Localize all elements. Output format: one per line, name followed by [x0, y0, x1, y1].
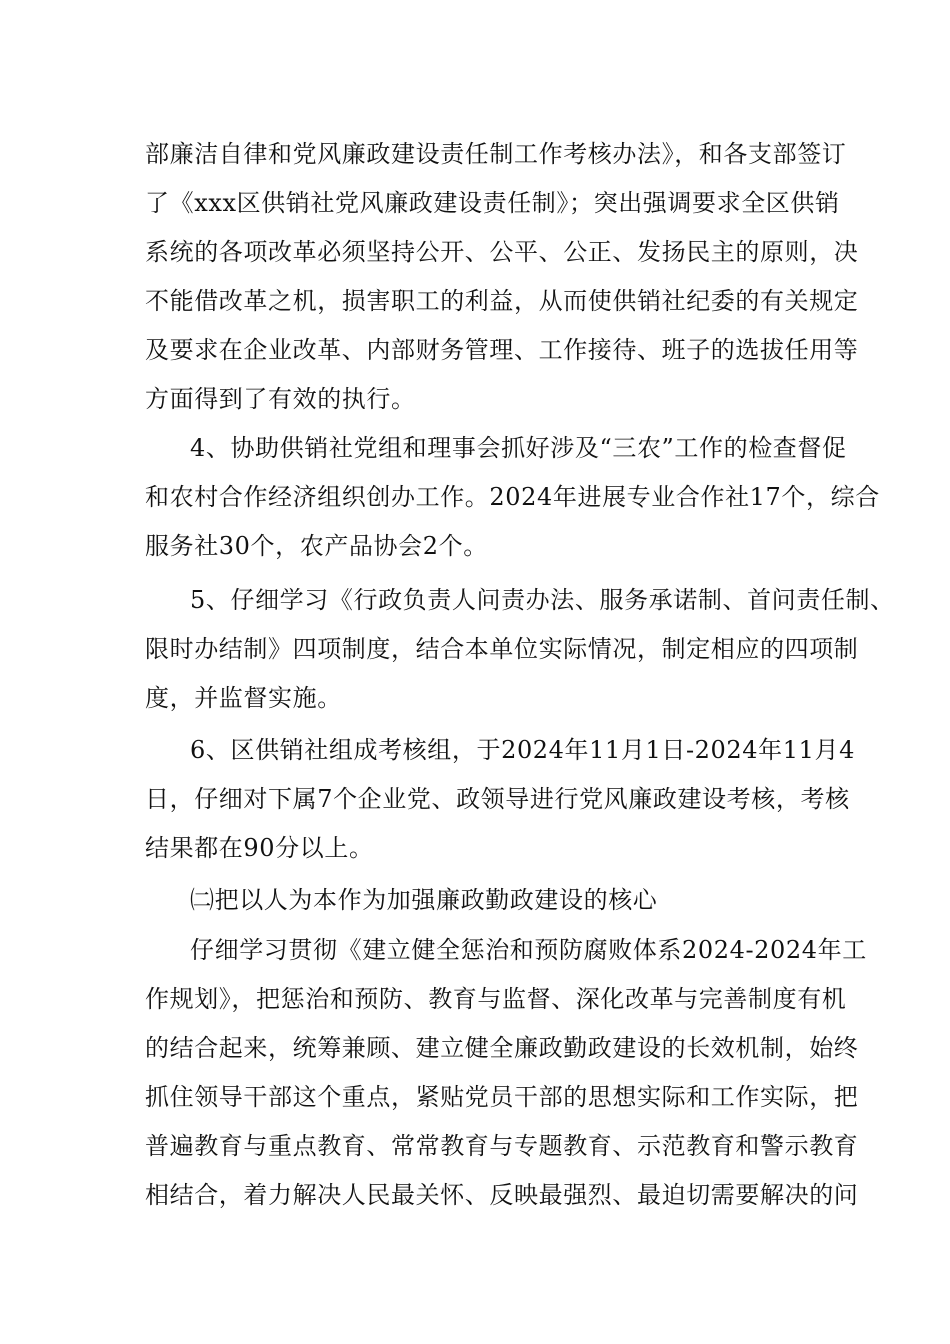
- text-line: 及要求在企业改革、内部财务管理、工作接待、班子的选拔任用等: [145, 336, 859, 364]
- section-heading: ㈡把以人为本作为加强廉政勤政建设的核心: [190, 886, 658, 914]
- text-line: 部廉洁自律和党风廉政建设责任制工作考核办法》，和各支部签订: [145, 140, 847, 168]
- text-line: 结果都在90分以上。: [145, 834, 374, 862]
- text-line: 不能借改革之机，损害职工的利益，从而使供销社纪委的有关规定: [145, 287, 859, 315]
- text-line: 相结合，着力解决人民最关怀、反映最强烈、最迫切需要解决的问: [145, 1181, 859, 1209]
- text-line: 和农村合作经济组织创办工作。2024年进展专业合作社17个，综合: [145, 483, 880, 511]
- text-line: 作规划》，把惩治和预防、教育与监督、深化改革与完善制度有机: [145, 985, 847, 1013]
- paragraph-6-line: 6、区供销社组成考核组，于2024年11月1日-2024年11月4: [190, 736, 855, 764]
- text-line: 抓住领导干部这个重点，紧贴党员干部的思想实际和工作实际，把: [145, 1083, 859, 1111]
- text-line: 度，并监督实施。: [145, 684, 342, 712]
- text-line: 系统的各项改革必须坚持公开、公平、公正、发扬民主的原则，决: [145, 238, 859, 266]
- text-line: 方面得到了有效的执行。: [145, 385, 416, 413]
- paragraph-4-line: 4、协助供销社党组和理事会抓好涉及“三农”工作的检查督促: [190, 434, 847, 462]
- text-line: 日，仔细对下属7个企业党、政领导进行党风廉政建设考核，考核: [145, 785, 850, 813]
- text-line: 的结合起来，统筹兼顾、建立健全廉政勤政建设的长效机制，始终: [145, 1034, 859, 1062]
- paragraph-5-line: 5、仔细学习《行政负责人问责办法、服务承诺制、首问责任制、: [190, 586, 895, 614]
- text-line: 服务社30个，农产品协会2个。: [145, 532, 488, 560]
- text-line: 了《xxx区供销社党风廉政建设责任制》；突出强调要求全区供销: [145, 189, 840, 217]
- text-line: 限时办结制》四项制度，结合本单位实际情况，制定相应的四项制: [145, 635, 859, 663]
- paragraph-line: 仔细学习贯彻《建立健全惩治和预防腐败体系2024-2024年工: [190, 936, 867, 964]
- text-line: 普遍教育与重点教育、常常教育与专题教育、示范教育和警示教育: [145, 1132, 859, 1160]
